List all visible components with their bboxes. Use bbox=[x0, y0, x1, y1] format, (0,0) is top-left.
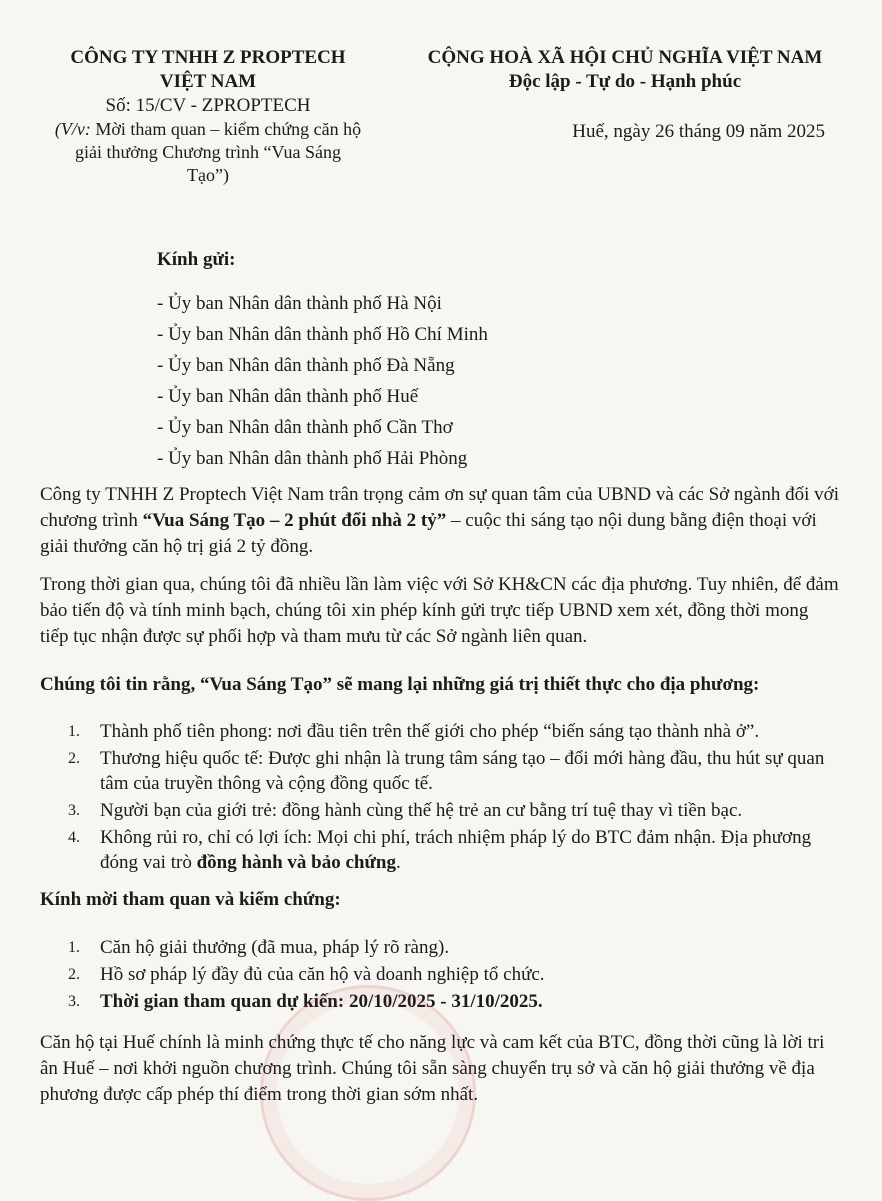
context-paragraph: Trong thời gian qua, chúng tôi đã nhiều lần làm việc với Sở KH&CN các địa phương. Tuy nhiên, để đảm bảo tiến độ và tính minh bạch, chúng tôi xin phép kính gửi trực tiếp UBND xem xét, đồng thời mong tiếp tục nhận được sự phối hợp và tham mưu từ các Sở ngành liên quan. bbox=[40, 574, 839, 647]
company-name-line1: CÔNG TY TNHH Z PROPTECH bbox=[70, 47, 346, 68]
salutation: Kính gửi: bbox=[157, 249, 236, 270]
sender-header bbox=[28, 46, 388, 187]
list-text bbox=[100, 825, 848, 875]
program-name: “Vua Sáng Tạo – 2 phút đổi nhà 2 tỷ” bbox=[142, 510, 447, 531]
list-text-main: Không rủi ro, chỉ có lợi ích: Mọi chi phí, trách nhiệm pháp lý do BTC đảm nhận. Địa phương đóng vai trò bbox=[100, 827, 812, 873]
list-text: Hồ sơ pháp lý đầy đủ của căn hộ và doanh nghiệp tổ chức. bbox=[100, 964, 545, 985]
list-item bbox=[68, 746, 848, 796]
subject-line-1: Mời tham quan – kiểm chứng căn hộ bbox=[90, 119, 362, 139]
list-text: Căn hộ giải thưởng (đã mua, pháp lý rõ ràng). bbox=[100, 937, 450, 958]
recipient-item: - Ủy ban Nhân dân thành phố Hồ Chí Minh bbox=[157, 324, 488, 345]
list-number: 4. bbox=[68, 829, 80, 846]
document-subject bbox=[28, 118, 388, 187]
list-item bbox=[68, 798, 848, 823]
recipient-item: - Ủy ban Nhân dân thành phố Hải Phòng bbox=[157, 448, 468, 469]
closing-paragraph: Căn hộ tại Huế chính là minh chứng thực tế cho năng lực và cam kết của BTC, đồng thời cũng là lời tri ân Huế – nơi khởi nguồn chương trình. Chúng tôi sẵn sàng chuyển trụ sở và căn hộ giải thưởng về địa phương được cấp phép thí điểm trong thời gian sớm nhất. bbox=[40, 1032, 825, 1105]
list-number: 1. bbox=[68, 723, 80, 740]
recipient-list bbox=[157, 288, 488, 474]
intro-text-part2: – cuộc thi sáng tạo nội dung bằng điện thoại với giải thưởng căn hộ trị giá 2 tỷ đồng. bbox=[40, 510, 817, 557]
intro-paragraph bbox=[40, 482, 840, 560]
recipient-item: - Ủy ban Nhân dân thành phố Hà Nội bbox=[157, 293, 442, 314]
document-date: Huế, ngày 26 tháng 09 năm 2025 bbox=[572, 121, 825, 142]
recipient-item: - Ủy ban Nhân dân thành phố Huế bbox=[157, 386, 419, 407]
list-text-tail: . bbox=[395, 852, 401, 873]
list-text: Thời gian tham quan dự kiến: 20/10/2025 - 31/10/2025. bbox=[100, 991, 543, 1012]
values-list bbox=[68, 719, 848, 877]
company-name-line2: VIỆT NAM bbox=[159, 71, 257, 92]
list-item bbox=[68, 962, 848, 987]
visit-heading: Kính mời tham quan và kiểm chứng: bbox=[40, 889, 341, 910]
visit-list bbox=[68, 935, 848, 1016]
list-number: 3. bbox=[68, 802, 80, 819]
recipient-item: - Ủy ban Nhân dân thành phố Đà Nẵng bbox=[157, 355, 455, 376]
list-item bbox=[68, 719, 848, 744]
list-text: Thương hiệu quốc tế: Được ghi nhận là trung tâm sáng tạo – đổi mới hàng đầu, thu hút sự quan tâm của truyền thông và cộng đồng quốc tế. bbox=[100, 748, 825, 794]
list-number: 2. bbox=[68, 966, 80, 983]
intro-text-part1: Công ty TNHH Z Proptech Việt Nam trân trọng cảm ơn sự quan tâm của UBND và các Sở ngành đối với chương trình bbox=[40, 484, 839, 531]
subject-line-3: Tạo”) bbox=[187, 165, 229, 185]
national-header bbox=[400, 46, 850, 94]
list-item bbox=[68, 825, 848, 875]
subject-line-2: giải thưởng Chương trình “Vua Sáng bbox=[75, 142, 341, 162]
recipient-item: - Ủy ban Nhân dân thành phố Cần Thơ bbox=[157, 417, 453, 438]
list-text-bold: đồng hành và bảo chứng bbox=[196, 852, 396, 873]
list-text: Thành phố tiên phong: nơi đầu tiên trên thế giới cho phép “biến sáng tạo thành nhà ở”. bbox=[100, 721, 760, 742]
values-heading: Chúng tôi tin rằng, “Vua Sáng Tạo” sẽ mang lại những giá trị thiết thực cho địa phương: bbox=[40, 674, 760, 695]
subject-prefix: (V/v: bbox=[54, 119, 91, 139]
document-number: Số: 15/CV - ZPROPTECH bbox=[105, 95, 311, 116]
list-item bbox=[68, 989, 848, 1014]
list-item bbox=[68, 935, 848, 960]
nation-title: CỘNG HOÀ XÃ HỘI CHỦ NGHĨA VIỆT NAM bbox=[427, 47, 823, 68]
list-number: 3. bbox=[68, 993, 80, 1010]
list-number: 1. bbox=[68, 939, 80, 956]
list-text: Người bạn của giới trẻ: đồng hành cùng thế hệ trẻ an cư bằng trí tuệ thay vì tiền bạc. bbox=[100, 800, 743, 821]
national-motto: Độc lập - Tự do - Hạnh phúc bbox=[508, 71, 742, 92]
list-number: 2. bbox=[68, 750, 80, 767]
